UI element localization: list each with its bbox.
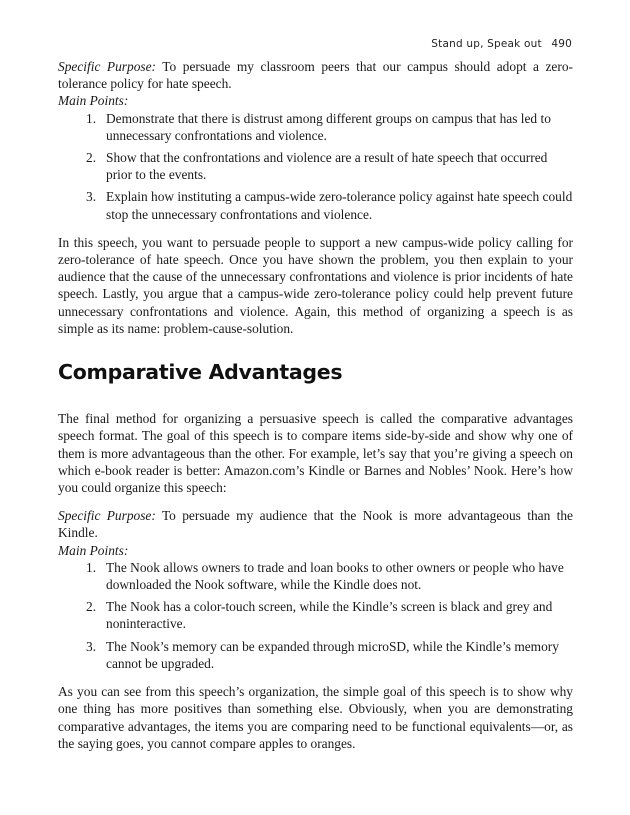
section-heading: Comparative Advantages — [58, 360, 343, 385]
list-item-text: Demonstrate that there is distrust among different groups on campus that has led to unnecessary confrontations and violence. — [106, 110, 551, 143]
list-item — [58, 188, 573, 222]
main-points-list-2 — [58, 559, 573, 672]
list-number: 2. — [86, 150, 97, 166]
list-item-text: The Nook allows owners to trade and loan books to other owners or people who have downloaded the Nook software, while the Kindle does not. — [106, 559, 564, 593]
list-item-text: The Nook’s memory can be expanded through microSD, while the Kindle’s memory cannot be upgraded. — [106, 638, 559, 671]
page-content — [58, 58, 573, 752]
list-item — [58, 559, 573, 593]
list-number: 1. — [86, 559, 97, 575]
specific-purpose-text: To persuade my classroom peers that our campus should adopt a zero-tolerance policy for hate speech. — [58, 59, 573, 92]
running-title: Stand up, Speak out — [431, 38, 542, 50]
specific-purpose-label: Specific Purpose: — [58, 508, 156, 524]
list-number: 1. — [86, 110, 97, 126]
list-item — [58, 638, 573, 672]
main-points-list-1 — [58, 110, 573, 223]
specific-purpose-text: To persuade my audience that the Nook is more advantageous than the Kindle. — [58, 508, 573, 541]
specific-purpose-1 — [58, 58, 573, 92]
list-item — [58, 598, 573, 632]
list-item-text: Show that the confrontations and violence are a result of hate speech that occurred prior to the events. — [106, 150, 548, 183]
intro-paragraph: The final method for organizing a persuasive speech is called the comparative advantages speech format. The goal of this speech is to compare items side-by-side and show why one of them is more advantageous than the other. For example, let’s say that you’re giving a speech on which e-book reader is better: Amazon.com’s Kindle or Barnes and Nobles’ Nook. Here’s how you could organize this speech: — [58, 411, 573, 496]
closing-paragraph: As you can see from this speech’s organization, the simple goal of this speech is to show why one thing has more positives than something else. Obviously, when you are demonstrating comparative advantages, the items you are comparing need to be functional equivalents—or, as the saying goes, you cannot compare apples to oranges. — [58, 684, 573, 751]
body-paragraph: In this speech, you want to persuade people to support a new campus-wide policy calling for zero-tolerance of hate speech. Once you have shown the problem, you then explain to your audience that the cause of the unnecessary confrontations and violence is prior incidents of hate speech. Lastly, you argue that a campus-wide zero-tolerance policy could help prevent future unnecessary confrontations and violence. Again, this method of organizing a speech is as simple as its name: problem-cause-solution. — [58, 234, 573, 336]
main-points-label: Main Points: — [58, 93, 129, 109]
list-item — [58, 110, 573, 144]
specific-purpose-label: Specific Purpose: — [58, 59, 156, 74]
list-number: 3. — [86, 189, 97, 205]
page-number: 490 — [551, 38, 572, 50]
list-item-text: The Nook has a color-touch screen, while the Kindle’s screen is black and grey and noninteractive. — [106, 599, 553, 632]
list-number: 3. — [86, 638, 97, 654]
list-item — [58, 149, 573, 183]
list-item-text: Explain how instituting a campus-wide zero-tolerance policy against hate speech could stop the unnecessary confrontations and violence. — [106, 189, 573, 222]
list-number: 2. — [86, 599, 97, 615]
running-header — [431, 38, 572, 50]
main-points-label: Main Points: — [58, 542, 129, 558]
specific-purpose-2 — [58, 507, 573, 541]
